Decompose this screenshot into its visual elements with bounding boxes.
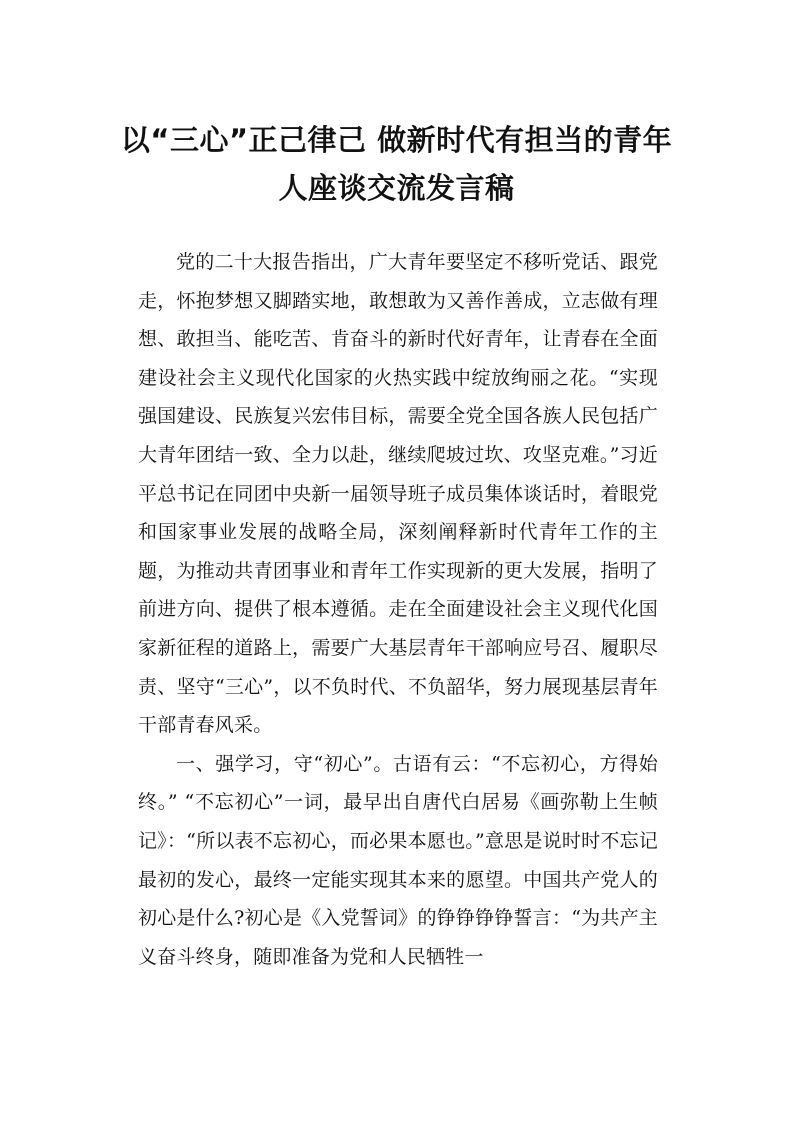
document-title: 以“三心”正己律己 做新时代有担当的青年人座谈交流发言稿 — [120, 123, 673, 205]
document-body — [138, 243, 658, 976]
paragraph-section-one: 一、强学习，守“初心”。古语有云：“不忘初心，方得始终。” “不忘初心”一词，最早出自唐代白居易《画弥勒上生帧记》：“所以表不忘初心，而必果本愿也。”意思是说时时不忘记最初的发心，最终一定能实现其本来的愿望。中国共产党人的初心是什么?初心是《入党誓词》的铮铮铮铮誓言：“为共产主义奋斗终身，随即准备为党和人民牺牲一 — [138, 752, 658, 968]
paragraph-intro: 党的二十大报告指出，广大青年要坚定不移听党话、跟党走，怀抱梦想又脚踏实地，敢想敢为又善作善成，立志做有理想、敢担当、能吃苦、肯奋斗的新时代好青年，让青春在全面建设社会主义现代化国家的火热实践中绽放绚丽之花。“实现强国建设、民族复兴宏伟目标，需要全党全国各族人民包括广大青年团结一致、全力以赴，继续爬坡过坎、攻坚克难。”习近平总书记在同团中央新一届领导班子成员集体谈话时，着眼党和国家事业发展的战略全局，深刻阐释新时代青年工作的主题，为推动共青团事业和青年工作实现新的更大发展，指明了前进方向、提供了根本遵循。走在全面建设社会主义现代化国家新征程的道路上，需要广大基层青年干部响应号召、履职尽责、坚守“三心”，以不负时代、不负韶华，努力展现基层青年干部青春风采。 — [138, 251, 658, 737]
